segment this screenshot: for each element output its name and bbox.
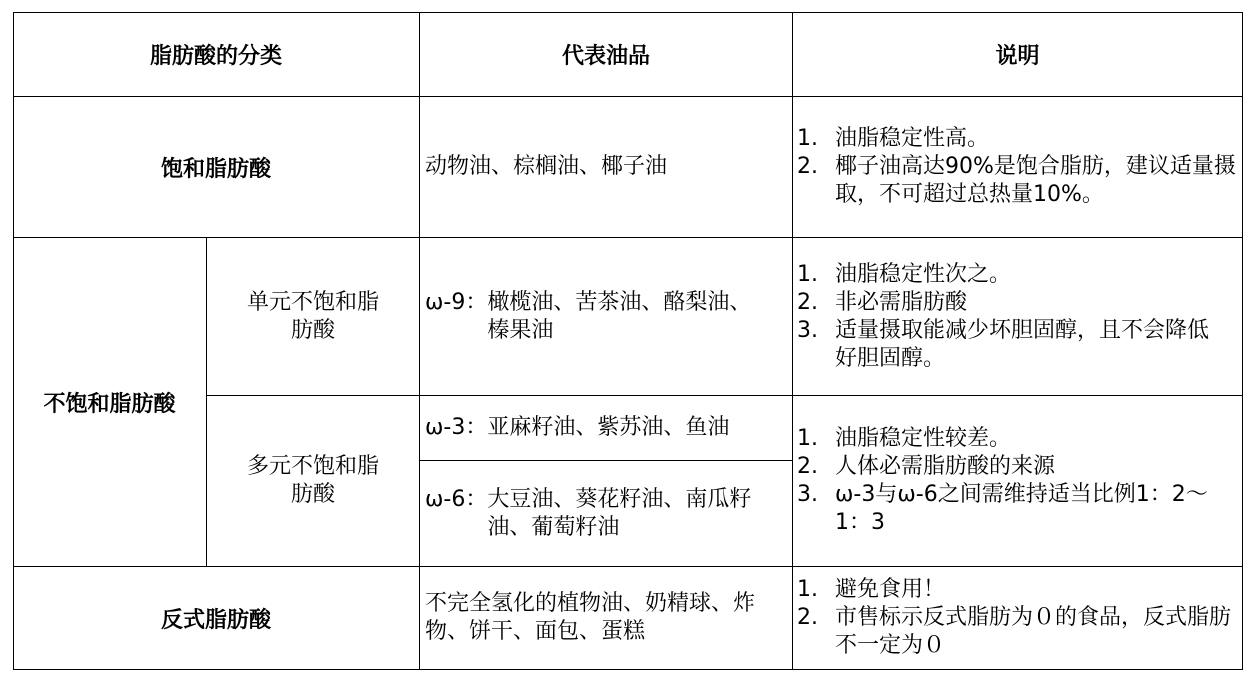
omega3-oils-cell: [420, 396, 792, 460]
omega3-prefix: ω-3：: [425, 415, 488, 440]
saturated-notes: [793, 97, 1242, 237]
omega6-oils-cell: [420, 461, 792, 566]
list-item: 2. 市售标示反式脂肪为０的食品，反式脂肪不一定为０: [797, 605, 1232, 658]
table-border-bottom: [13, 669, 1243, 670]
trans-category: 反式脂肪酸: [160, 607, 271, 633]
poly-label: 多元不饱和脂肪酸: [247, 454, 380, 507]
list-item: 1. 油脂稳定性次之。: [797, 261, 1012, 287]
omega3-oils: 亚麻籽油、紫苏油、鱼油: [487, 415, 730, 440]
trans-oils: 不完全氢化的植物油、奶精球、炸物、饼干、面包、蛋糕: [425, 591, 756, 644]
list-item: 2. 非必需脂肪酸: [797, 289, 968, 315]
list-item: 2. 人体必需脂肪酸的来源: [797, 454, 1056, 479]
mono-label: 单元不饱和脂肪酸: [247, 289, 380, 343]
list-item: 1. 油脂稳定性较差。: [797, 426, 1012, 451]
header-representative-oils: 代表油品: [561, 43, 650, 69]
omega6-oils: 大豆油、葵花籽油、南瓜籽油、葡萄籽油: [487, 486, 752, 540]
header-description: 说明: [995, 43, 1040, 69]
omega6-prefix: ω-6：: [425, 486, 488, 512]
saturated-oils: 动物油、棕榈油、椰子油: [425, 154, 668, 179]
trans-notes: [793, 567, 1242, 669]
unsaturated-category: 不饱和脂肪酸: [43, 391, 176, 417]
header-classification: 脂肪酸的分类: [149, 43, 282, 69]
list-item: 2. 椰子油高达90%是饱合脂肪，建议适量摄取，不可超过总热量10%。: [797, 154, 1236, 207]
saturated-category: 饱和脂肪酸: [160, 156, 271, 182]
poly-notes: [793, 396, 1242, 566]
omega9-prefix: ω-9：: [425, 289, 488, 315]
list-item: 3. 适量摄取能减少坏胆固醇，且不会降低好胆固醇。: [797, 317, 1210, 371]
table-border-right: [1242, 12, 1243, 670]
omega9-oils: 橄榄油、苦茶油、酪梨油、榛果油: [487, 289, 752, 343]
fatty-acid-table: [13, 12, 1243, 670]
list-item: 1. 油脂稳定性高。: [797, 126, 990, 151]
list-item: 3. ω-3与ω-6之间需维持适当比例1：2～1：3: [797, 482, 1208, 535]
mono-oils: [420, 238, 792, 395]
mono-notes: [793, 238, 1242, 395]
list-item: 1. 避免食用！: [797, 577, 946, 602]
